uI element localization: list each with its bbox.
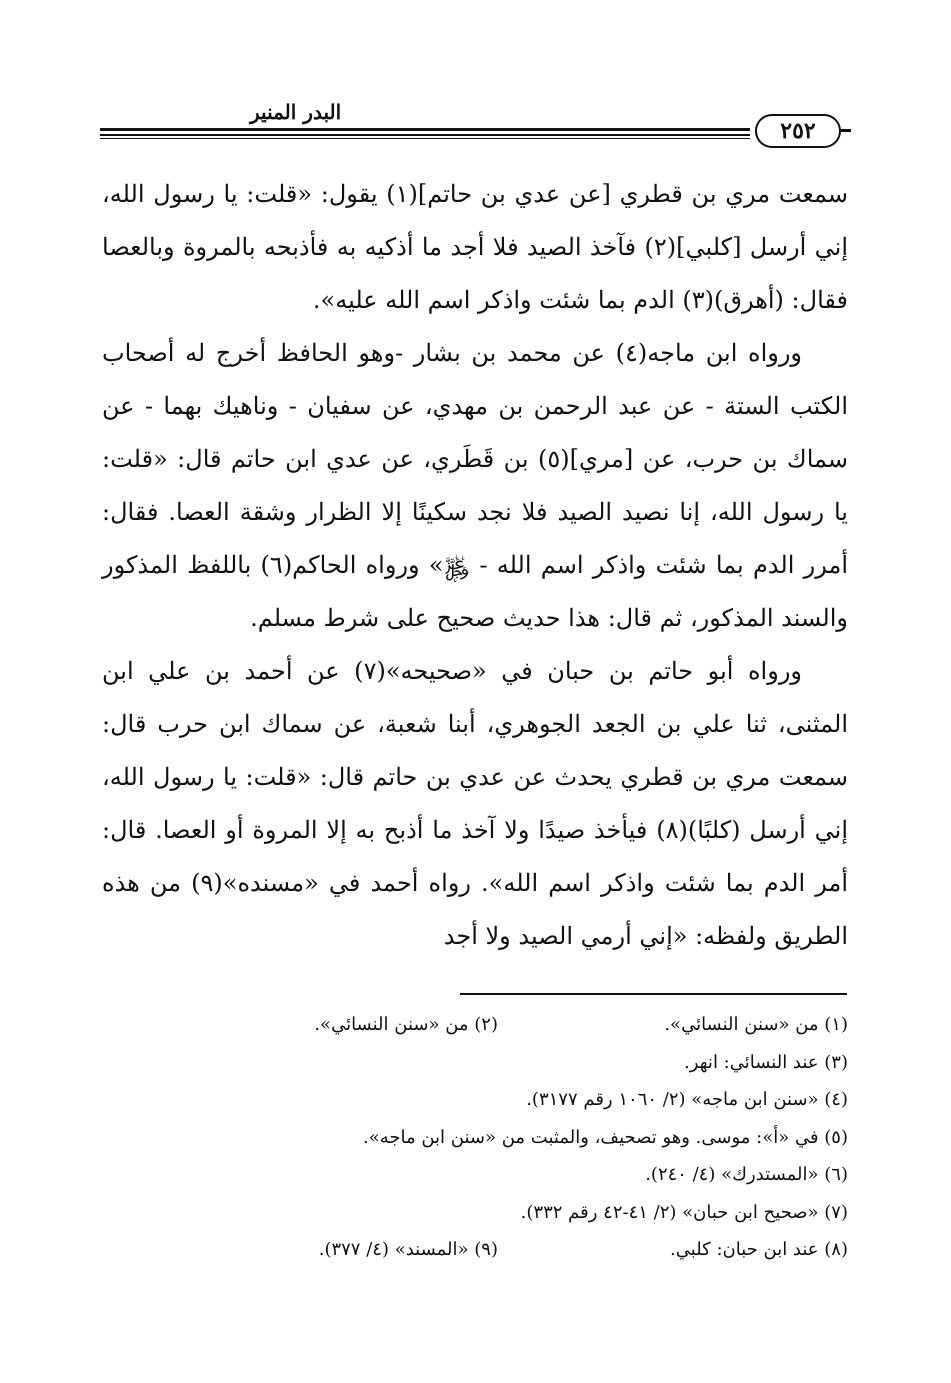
page-number-tail	[841, 129, 851, 132]
footnote-row	[102, 1194, 848, 1232]
footnotes	[102, 1006, 848, 1269]
footnote-3: (٣) عند النسائي: انهر.	[683, 1051, 848, 1073]
page-header	[100, 96, 850, 156]
footnote-row	[102, 1156, 848, 1194]
footnote-row	[102, 1231, 848, 1269]
footnote-separator	[460, 993, 847, 995]
footnote-row	[102, 1081, 848, 1119]
main-text	[102, 168, 848, 963]
paragraph-2: ورواه ابن ماجه(٤) عن محمد بن بشار -وهو الحافظ أخرج له أصحاب الكتب الستة - عن عبد الرحمن بن مهدي، عن سفيان - وناهيك بهما - عن سماك بن حرب، عن [مري](٥) بن قَطَري، عن عدي ابن حاتم قال: «قلت: يا رسول الله، إنا نصيد الصيد فلا نجد سكينًا إلا الظرار وشقة العصا. فقال: أمرر الدم بما شئت واذكر اسم الله - ﷿» ورواه الحاكم(٦) باللفظ المذكور والسند المذكور، ثم قال: هذا حديث صحيح على شرط مسلم.	[102, 339, 848, 632]
book-title: البدر المنير	[250, 100, 342, 124]
page-number: ٢٥٢	[755, 114, 841, 148]
footnote-7: (٧) «صحيح ابن حبان» (٢/ ٤١-٤٢ رقم ٣٣٢).	[520, 1201, 848, 1223]
footnote-2: (٢) من «سنن النسائي».	[314, 1014, 498, 1035]
paragraph-1: سمعت مري بن قطري [عن عدي بن حاتم](١) يقول: «قلت: يا رسول الله، إني أرسل [كلبي](٢) فآخذ الصيد فلا أجد ما أذكيه به فأذبحه بالمروة وبالعصا فقال: (أهرق)(٣) الدم بما شئت واذكر اسم الله عليه».	[102, 180, 849, 314]
footnote-6: (٦) «المستدرك» (٤/ ٢٤٠).	[645, 1164, 848, 1185]
footnote-row	[102, 1006, 848, 1044]
footnote-row	[102, 1119, 848, 1157]
footnote-1: (١) من «سنن النسائي».	[664, 1014, 848, 1035]
footnote-4: (٤) «سنن ابن ماجه» (٢/ ١٠٦٠ رقم ٣١٧٧).	[526, 1089, 848, 1110]
footnote-row	[102, 1044, 848, 1082]
paragraph-3: ورواه أبو حاتم بن حبان في «صحيحه»(٧) عن أحمد بن علي ابن المثنى، ثنا علي بن الجعد الجوهري، أبنا شعبة، عن سماك ابن حرب قال: سمعت مري بن قطري يحدث عن عدي بن حاتم قال: «قلت: يا رسول الله، إني أرسل (كلبًا)(٨) فيأخذ صيدًا ولا آخذ ما أذبح به إلا المروة أو العصا. قال: أمر الدم بما شئت واذكر اسم الله». رواه أحمد في «مسنده»(٩) من هذه الطريق ولفظه: «إني أرمي الصيد ولا أجد	[102, 657, 849, 950]
footnote-5: (٥) في «أ»: موسى. وهو تصحيف، والمثبت من «سنن ابن ماجه».	[362, 1126, 848, 1148]
header-rule-thick	[100, 128, 750, 131]
header-rule-mid	[100, 134, 750, 136]
footnote-8: (٨) عند ابن حبان: كلبي.	[670, 1239, 848, 1260]
footnote-9: (٩) «المسند» (٤/ ٣٧٧).	[318, 1239, 498, 1260]
header-rule-thin	[100, 138, 750, 139]
